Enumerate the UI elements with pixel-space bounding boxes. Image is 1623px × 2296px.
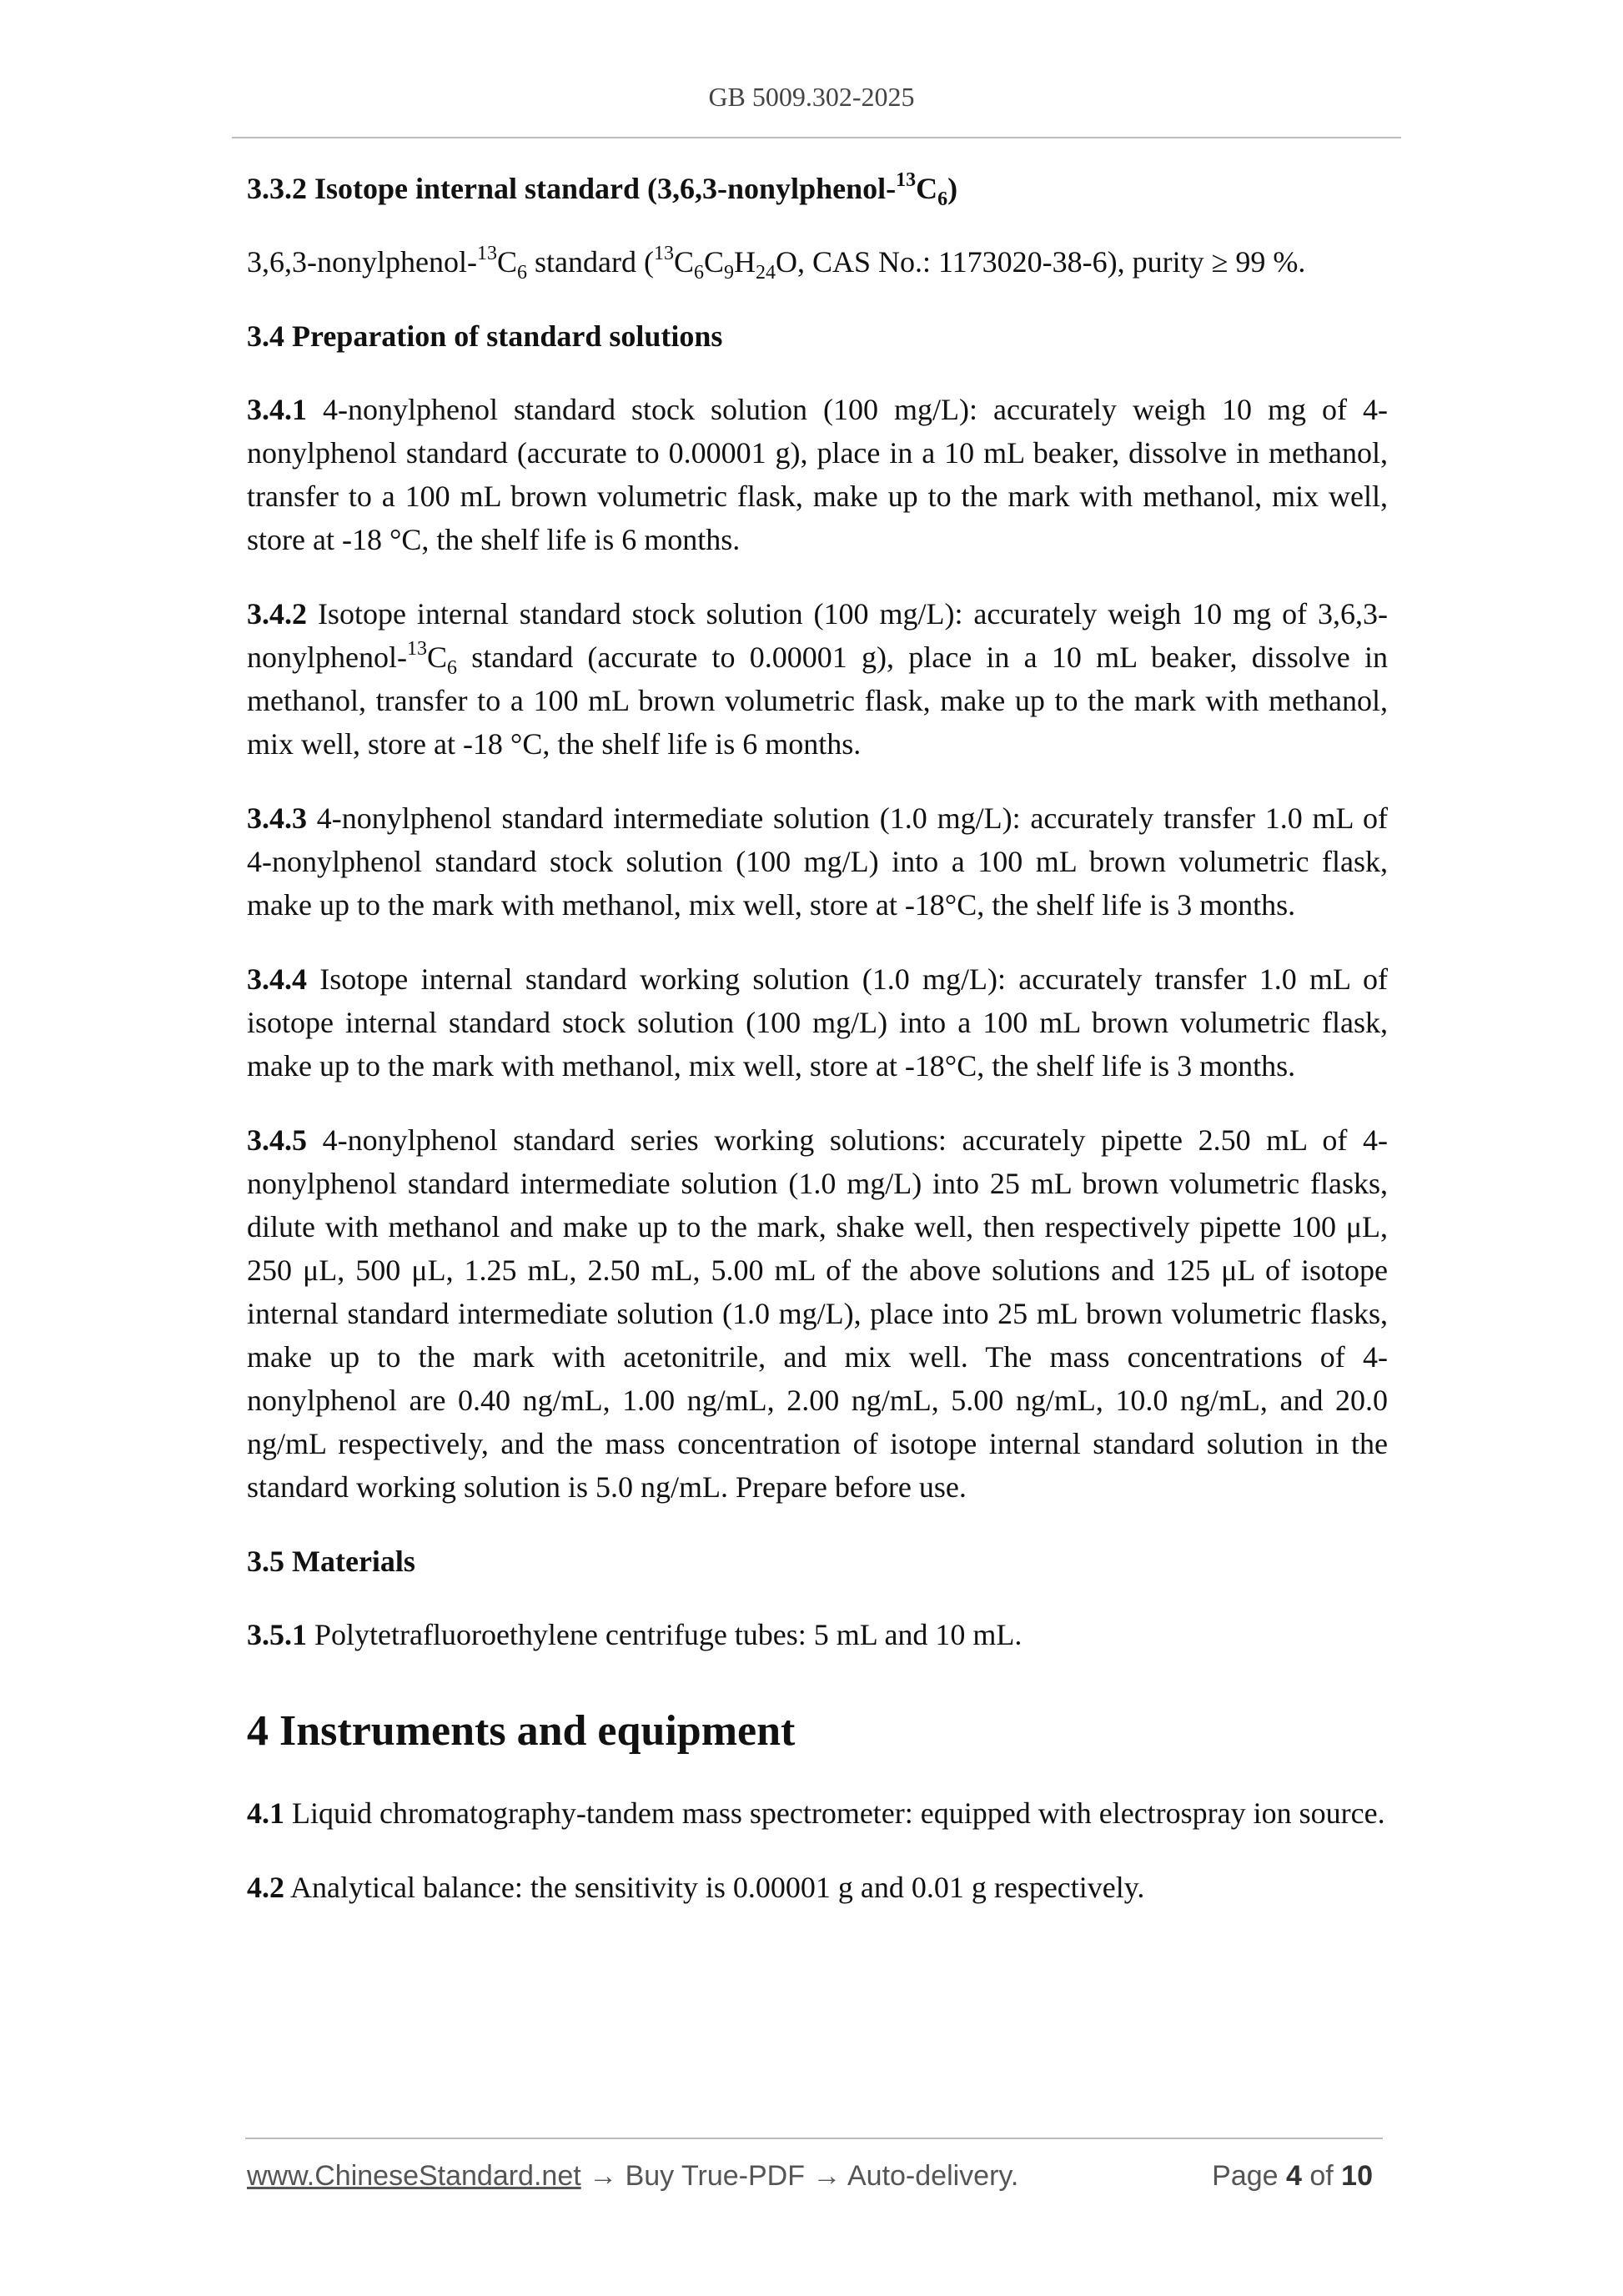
section-3-4-2-paragraph: 3.4.2 Isotope internal standard stock solution (100 mg/L): accurately weigh 10 mg of $3,6,3-nonylphenol-^{13}C_6$ standard (accurate to 0.00001 g), place in a 10 mL beaker, dissolve in methanol, transfer to a 100 mL brown volumetric flask, make up to the mark with methanol, mix well, store at -18 °C, the shelf life is 6 months. [247,597,1388,761]
section-3-5-heading: 3.5 Materials [247,1545,415,1578]
clause-number: 3.4.3 [247,801,307,835]
clause-number: 4.1 [247,1796,284,1830]
section-3-4-5-paragraph: 3.4.5 4-nonylphenol standard series working solutions: accurately pipette 2.50 mL of 4-nonylphenol standard intermediate solution (1.0 mg/L) into 25 mL brown volumetric flasks, dilute with methanol and make up to the mark, shake well, then respectively pipette 100 μL, 250 μL, 500 μL, 1.25 mL, 2.50 mL, 5.00 mL of the above solutions and 125 μL of isotope internal standard intermediate solution (1.0 mg/L), place into 25 mL brown volumetric flasks, make up to the mark with acetonitrile, and mix well. The mass concentrations of 4-nonylphenol are 0.40 ng/mL, 1.00 ng/mL, 2.00 ng/mL, 5.00 ng/mL, 10.0 ng/mL, and 20.0 ng/mL respectively, and the mass concentration of isotope internal standard solution in the standard working solution is 5.0 ng/mL. Prepare before use. [247,1123,1388,1504]
total-pages: 10 [1341,2160,1373,2192]
header-divider [232,137,1401,138]
clause-number: 4.2 [247,1871,284,1904]
section-3-4-3-paragraph: 3.4.3 4-nonylphenol standard intermediate solution (1.0 mg/L): accurately transfer 1.0 mL of 4-nonylphenol standard stock solution (100 mg/L) into a 100 mL brown volumetric flask, make up to the mark with methanol, mix well, store at -18°C, the shelf life is 3 months. [247,801,1388,922]
running-header: GB 5009.302-2025 [708,82,915,112]
clause-number: 3.4.2 [247,597,307,631]
section-3-4-4-paragraph: 3.4.4 Isotope internal standard working solution (1.0 mg/L): accurately transfer 1.0 mL of isotope internal standard stock solution (100 mg/L) into a 100 mL brown volumetric flask, make up to the mark with methanol, mix well, store at -18°C, the shelf life is 3 months. [247,962,1388,1083]
footer-divider [245,2138,1383,2139]
clause-number: 3.4.1 [247,393,307,426]
section-3-3-2-heading: 3.3.2 Isotope internal standard $(3,6,3-nonylphenol-^{13}C_6)$ [247,169,958,211]
section-4-heading: 4 Instruments and equipment [247,1707,796,1755]
document-body [247,167,1388,1940]
footer-tagline: → Buy True-PDF → Auto-delivery. [580,2160,1019,2192]
section-3-5-1-paragraph: 3.5.1 Polytetrafluoroethylene centrifuge tubes: 5 mL and 10 mL. [247,1618,1023,1651]
section-3-3-2-paragraph: $3,6,3-nonylphenol-^{13}C_6$ standard ($^{13}C_6C_9H_{24}O$, CAS No.: 1173020-38-6), purity ≥ 99 %. [247,243,1306,284]
current-page: 4 [1286,2160,1302,2192]
section-3-4-1-paragraph: 3.4.1 4-nonylphenol standard stock solution (100 mg/L): accurately weigh 10 mg of 4-nonylphenol standard (accurate to 0.00001 g), place in a 10 mL beaker, dissolve in methanol, transfer to a 100 mL brown volumetric flask, make up to the mark with methanol, mix well, store at -18 °C, the shelf life is 6 months. [247,393,1388,556]
section-3-4-heading: 3.4 Preparation of standard solutions [247,319,723,353]
clause-number: 3.5.1 [247,1618,307,1651]
section-4-2-paragraph: 4.2 Analytical balance: the sensitivity is 0.00001 g and 0.01 g respectively. [247,1871,1145,1904]
clause-number: 3.4.5 [247,1123,307,1157]
clause-number: 3.4.4 [247,962,307,996]
footer-promo [247,2160,1018,2193]
website-link[interactable]: www.ChineseStandard.net [247,2160,581,2192]
page-indicator: Page 4 of 10 [1212,2160,1373,2192]
section-4-1-paragraph: 4.1 Liquid chromatography-tandem mass spectrometer: equipped with electrospray ion source. [247,1796,1385,1830]
